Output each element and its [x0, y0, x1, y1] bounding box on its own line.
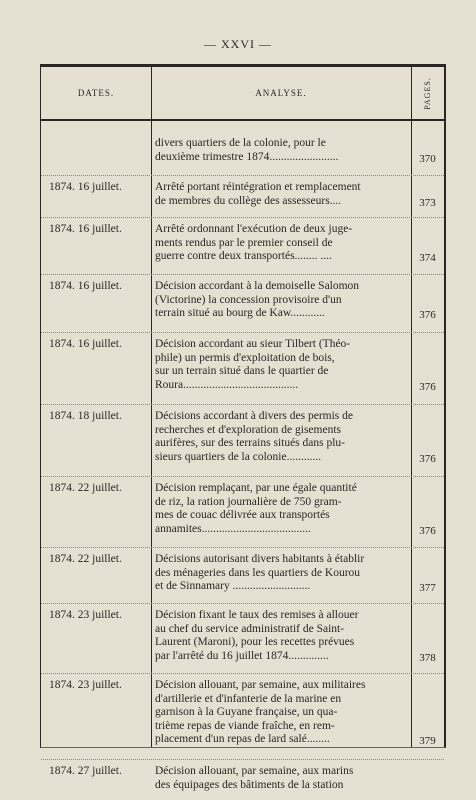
entry-line: d'artillerie et d'infanterie de la marine en — [155, 692, 342, 705]
entry-line: placement d'un repas de lard salé........ — [155, 733, 330, 745]
header-rule — [41, 119, 444, 121]
entry-line: par l'arrêté du 16 juillet 1874.............. — [155, 649, 329, 662]
entry-line: deuxième trimestre 1874........................ — [155, 150, 339, 163]
row-separator — [41, 673, 444, 674]
entry-line: sur un terrain situé dans le quartier de — [155, 365, 329, 377]
row-separator — [41, 175, 444, 176]
entry-line: divers quartiers de la colonie, pour le — [155, 137, 326, 149]
entry-analysis — [155, 137, 407, 164]
entry-date: 1874. 16 juillet. — [49, 223, 122, 235]
entry-analysis — [155, 679, 407, 747]
row-separator — [41, 404, 444, 405]
entry-analysis — [155, 410, 407, 464]
entry-line: Décision allouant, par semaine, aux militaires — [155, 679, 366, 691]
entry-analysis — [155, 338, 407, 392]
entry-date: 1874. 27 juillet. — [49, 765, 122, 777]
index-table — [40, 64, 446, 791]
entry-line: de membres du collège des assesseurs.... — [155, 194, 342, 207]
entry-page-number: 377 — [419, 582, 436, 594]
entry-line: recherches et d'exploration de gisements — [155, 423, 341, 436]
entry-analysis — [155, 280, 407, 321]
entry-line: Arrêté portant réintégration et remplacement — [155, 181, 361, 193]
entry-line: Arrêté ordonnant l'exécution de deux juge- — [155, 223, 353, 235]
entry-line: guerre contre deux transportés........ .... — [155, 250, 332, 262]
entry-page-number: 376 — [419, 524, 436, 537]
entry-line: terrain situé au bourg de Kaw............ — [155, 307, 325, 319]
entry-page-number: 376 — [419, 309, 436, 321]
entry-page-number: 376 — [419, 380, 436, 393]
entry-line: trième repas de viande fraîche, en rem- — [155, 719, 335, 732]
entry-analysis — [155, 223, 407, 264]
entry-page-number: 379 — [419, 735, 436, 747]
column-header-analyse: ANALYSE. — [255, 88, 307, 98]
entry-date: 1874. 16 juillet. — [49, 181, 122, 193]
entry-page-number: 378 — [419, 651, 436, 664]
entry-date: 1874. 16 juillet. — [49, 338, 122, 350]
column-header-dates: DATES. — [77, 88, 115, 98]
entry-line: aurifères, sur des terrains situés dans plu- — [155, 437, 346, 449]
entry-line: garnison à la Guyane française, un qua- — [155, 706, 338, 718]
column-divider — [151, 67, 152, 747]
entry-line: (Victorine) la concession provisoire d'un — [155, 293, 342, 306]
entry-date: 1874. 18 juillet. — [49, 410, 122, 422]
entry-line: Décision allouant, par semaine, aux marins — [155, 765, 354, 777]
entry-line: des équipages des bâtiments de la station — [155, 778, 344, 791]
entry-line: annamites...................................... — [155, 522, 311, 535]
entry-line: Laurent (Maroni), pour les recettes prévues — [155, 636, 355, 648]
entry-line: Décision accordant à la demoiselle Salomon — [155, 280, 360, 292]
row-separator — [41, 217, 444, 218]
row-separator — [41, 332, 444, 333]
entry-analysis — [155, 181, 407, 208]
entry-line: de riz, la ration journalière de 750 gram- — [155, 495, 342, 508]
column-divider — [411, 67, 412, 747]
entry-line: sieurs quartiers de la colonie............ — [155, 450, 322, 463]
entry-line: Décision remplaçant, par une égale quantité — [155, 482, 357, 494]
entry-line: et de Sinnamary ........................... — [155, 580, 311, 592]
column-header-pages-label: PAGES. — [422, 76, 432, 110]
entry-page-number: 376 — [419, 452, 436, 465]
row-separator — [41, 759, 444, 760]
entry-analysis — [155, 553, 407, 594]
entry-line: phile) un permis d'exploitation de bois, — [155, 351, 335, 364]
entry-page-number: 370 — [419, 152, 436, 165]
entry-date: 1874. 22 juillet. — [49, 482, 122, 494]
row-separator — [41, 547, 444, 548]
entry-date: 1874. 23 juillet. — [49, 609, 122, 621]
row-separator — [41, 476, 444, 477]
entry-line: ments rendus par le premier conseil de — [155, 236, 333, 249]
entry-line: Décisions autorisant divers habitants à établir — [155, 553, 365, 565]
row-separator — [41, 274, 444, 275]
entry-page-number: 374 — [419, 252, 436, 264]
entry-line: Décisions accordant à divers des permis de — [155, 410, 353, 422]
entry-line: Décision accordant au sieur Tilbert (Théo- — [155, 338, 351, 350]
entry-line: Roura........................................ — [155, 378, 299, 391]
entry-analysis — [155, 482, 407, 536]
entry-date: 1874. 23 juillet. — [49, 679, 122, 691]
entry-line: mes de couac délivrée aux transportés — [155, 509, 330, 521]
column-header-pages — [411, 67, 444, 119]
row-separator — [41, 603, 444, 604]
entry-date: 1874. 22 juillet. — [49, 553, 122, 565]
entry-line: Décision fixant le taux des remises à allouer — [155, 609, 359, 621]
entry-line: au chef du service administratif de Saint- — [155, 622, 345, 635]
page-header: — XXVI — — [204, 37, 272, 51]
entry-page-number: 373 — [419, 196, 436, 209]
entry-date: 1874. 16 juillet. — [49, 280, 122, 292]
entry-line: des ménageries dans les quartiers de Kourou — [155, 566, 361, 579]
entry-analysis — [155, 609, 407, 663]
entry-analysis — [155, 765, 407, 792]
